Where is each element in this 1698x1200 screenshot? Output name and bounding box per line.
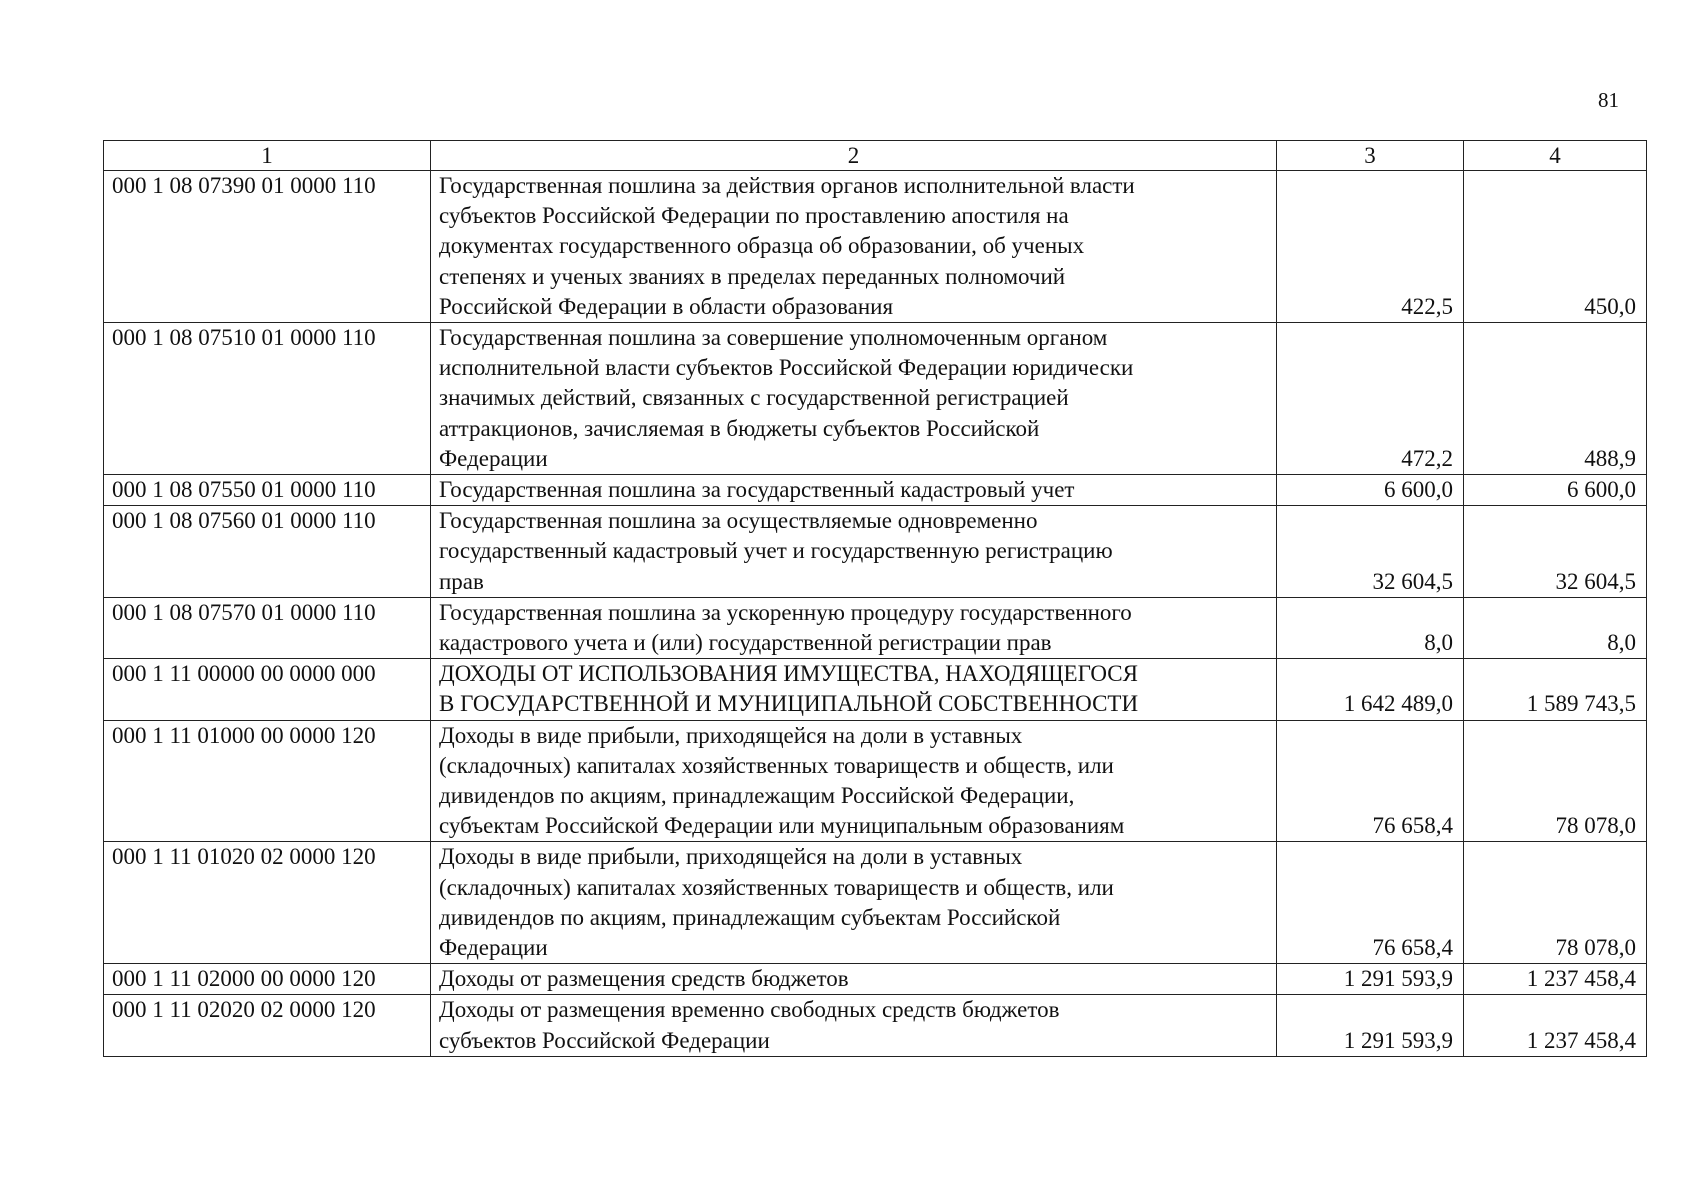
amount-col-4-cell: 1 237 458,4 xyxy=(1464,964,1647,995)
amount-col-3-cell: 1 291 593,9 xyxy=(1277,995,1464,1056)
revenue-name-line: Федерации xyxy=(439,445,548,471)
amount-col-3-cell: 422,5 xyxy=(1277,171,1464,323)
revenue-name-cell xyxy=(431,506,1277,598)
amount-col-4-cell: 488,9 xyxy=(1464,323,1647,475)
revenue-name-cell xyxy=(431,475,1277,506)
budget-code-cell: 000 1 08 07550 01 0000 110 xyxy=(104,475,431,506)
revenue-name-line: Государственная пошлина за ускоренную процедуру государственного xyxy=(439,599,1132,625)
revenue-name-line: Доходы в виде прибыли, приходящейся на доли в уставных xyxy=(439,844,1023,870)
revenue-name-line: ДОХОДЫ ОТ ИСПОЛЬЗОВАНИЯ ИМУЩЕСТВА, НАХОДЯЩЕГОСЯ xyxy=(439,661,1138,687)
amount-col-3-cell: 76 658,4 xyxy=(1277,720,1464,842)
revenue-name-line: субъектов Российской Федерации по проставлению апостиля на xyxy=(439,203,1069,229)
amount-col-4-cell: 6 600,0 xyxy=(1464,475,1647,506)
page-number: 81 xyxy=(1598,88,1619,112)
amount-col-4-cell: 32 604,5 xyxy=(1464,506,1647,598)
table-row xyxy=(104,964,1647,995)
table-row xyxy=(104,475,1647,506)
amount-col-4-cell: 8,0 xyxy=(1464,597,1647,658)
revenue-name-line: Доходы от размещения средств бюджетов xyxy=(439,966,849,992)
amount-col-4-cell: 1 589 743,5 xyxy=(1464,659,1647,720)
amount-col-3-cell: 6 600,0 xyxy=(1277,475,1464,506)
budget-table xyxy=(103,140,1647,1057)
revenue-name-cell xyxy=(431,171,1277,323)
budget-code-cell: 000 1 08 07560 01 0000 110 xyxy=(104,506,431,598)
amount-col-3-cell: 472,2 xyxy=(1277,323,1464,475)
budget-code-cell: 000 1 11 01000 00 0000 120 xyxy=(104,720,431,842)
revenue-name-line: дивидендов по акциям, принадлежащим Российской Федерации, xyxy=(439,783,1075,809)
revenue-name-line: (складочных) капиталах хозяйственных товариществ и обществ, или xyxy=(439,752,1114,778)
revenue-name-cell xyxy=(431,323,1277,475)
revenue-name-line: аттракционов, зачисляемая в бюджеты субъектов Российской xyxy=(439,415,1040,441)
table-row xyxy=(104,597,1647,658)
revenue-name-line: Российской Федерации в области образования xyxy=(439,293,894,319)
amount-col-3-cell: 1 291 593,9 xyxy=(1277,964,1464,995)
budget-code-cell: 000 1 11 00000 00 0000 000 xyxy=(104,659,431,720)
revenue-name-line: Доходы в виде прибыли, приходящейся на доли в уставных xyxy=(439,722,1023,748)
revenue-name-line: Федерации xyxy=(439,935,548,961)
revenue-name-line: В ГОСУДАРСТВЕННОЙ И МУНИЦИПАЛЬНОЙ СОБСТВЕННОСТИ xyxy=(439,691,1139,717)
budget-code-cell: 000 1 08 07390 01 0000 110 xyxy=(104,171,431,323)
revenue-name-line: прав xyxy=(439,568,484,594)
revenue-name-cell xyxy=(431,597,1277,658)
budget-code-cell: 000 1 11 02000 00 0000 120 xyxy=(104,964,431,995)
revenue-name-line: значимых действий, связанных с государственной регистрацией xyxy=(439,385,1069,411)
revenue-name-line: (складочных) капиталах хозяйственных товариществ и обществ, или xyxy=(439,874,1114,900)
table-row xyxy=(104,659,1647,720)
amount-col-4-cell: 450,0 xyxy=(1464,171,1647,323)
revenue-name-cell xyxy=(431,964,1277,995)
table-row xyxy=(104,506,1647,598)
amount-col-3-cell: 76 658,4 xyxy=(1277,842,1464,964)
header-col-4: 4 xyxy=(1464,141,1647,171)
table-row xyxy=(104,323,1647,475)
revenue-name-cell xyxy=(431,720,1277,842)
revenue-name-line: государственный кадастровый учет и государственную регистрацию xyxy=(439,538,1113,564)
budget-code-cell: 000 1 11 01020 02 0000 120 xyxy=(104,842,431,964)
revenue-name-line: субъектов Российской Федерации xyxy=(439,1027,770,1053)
revenue-name-line: Государственная пошлина за совершение уполномоченным органом xyxy=(439,325,1108,351)
revenue-name-line: Государственная пошлина за осуществляемые одновременно xyxy=(439,508,1038,534)
revenue-name-line: субъектам Российской Федерации или муниципальным образованиям xyxy=(439,813,1125,839)
amount-col-3-cell: 32 604,5 xyxy=(1277,506,1464,598)
revenue-name-line: исполнительной власти субъектов Российской Федерации юридически xyxy=(439,355,1134,381)
revenue-name-line: дивидендов по акциям, принадлежащим субъектам Российской xyxy=(439,904,1061,930)
revenue-name-cell xyxy=(431,842,1277,964)
revenue-name-line: Доходы от размещения временно свободных средств бюджетов xyxy=(439,997,1060,1023)
budget-code-cell: 000 1 11 02020 02 0000 120 xyxy=(104,995,431,1056)
amount-col-4-cell: 78 078,0 xyxy=(1464,720,1647,842)
header-col-2: 2 xyxy=(431,141,1277,171)
revenue-name-line: Государственная пошлина за государственный кадастровый учет xyxy=(439,477,1075,503)
revenue-name-line: степенях и ученых званиях в пределах переданных полномочий xyxy=(439,263,1066,289)
table-row xyxy=(104,720,1647,842)
revenue-name-cell xyxy=(431,995,1277,1056)
amount-col-3-cell: 8,0 xyxy=(1277,597,1464,658)
revenue-name-cell xyxy=(431,659,1277,720)
table-row xyxy=(104,995,1647,1056)
amount-col-3-cell: 1 642 489,0 xyxy=(1277,659,1464,720)
amount-col-4-cell: 78 078,0 xyxy=(1464,842,1647,964)
header-col-1: 1 xyxy=(104,141,431,171)
budget-code-cell: 000 1 08 07570 01 0000 110 xyxy=(104,597,431,658)
table-header-row xyxy=(104,141,1647,171)
revenue-name-line: Государственная пошлина за действия органов исполнительной власти xyxy=(439,173,1135,198)
revenue-name-line: документах государственного образца об образовании, об ученых xyxy=(439,233,1085,259)
amount-col-4-cell: 1 237 458,4 xyxy=(1464,995,1647,1056)
budget-code-cell: 000 1 08 07510 01 0000 110 xyxy=(104,323,431,475)
revenue-name-line: кадастрового учета и (или) государственной регистрации прав xyxy=(439,630,1052,656)
header-col-3: 3 xyxy=(1277,141,1464,171)
table-row xyxy=(104,842,1647,964)
table-row xyxy=(104,171,1647,323)
